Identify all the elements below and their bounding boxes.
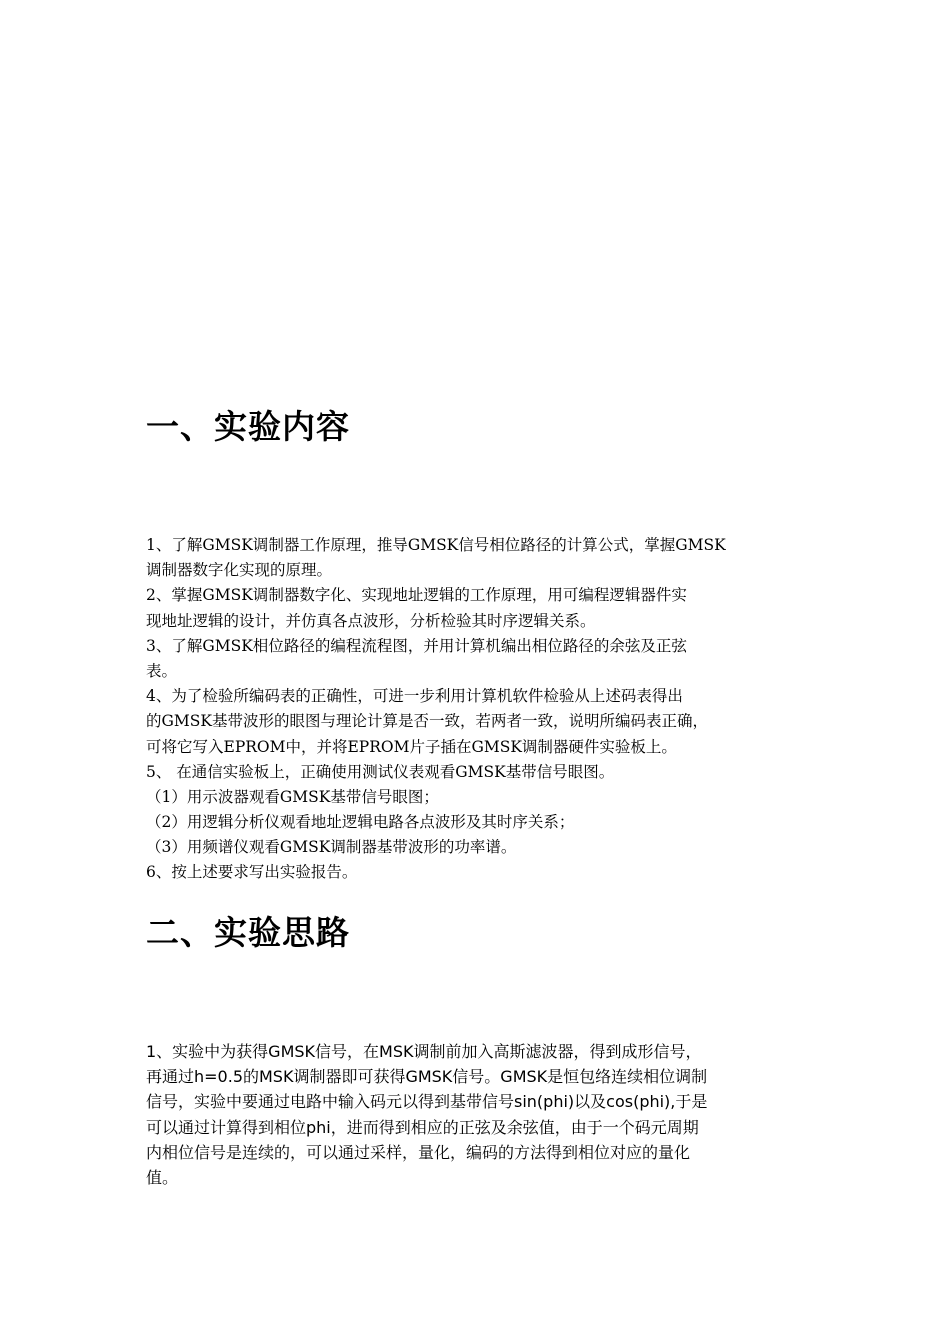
- body-line: 表。: [146, 661, 178, 680]
- body-line: 6、按上述要求写出实验报告。: [146, 863, 358, 882]
- body-line: 的GMSK基带波形的眼图与理论计算是否一致，若两者一致，说明所编码表正确，: [146, 712, 708, 731]
- body-line: 可以通过计算得到相位phi，进而得到相应的正弦及余弦值，由于一个码元周期: [146, 1117, 699, 1137]
- body-line: 内相位信号是连续的，可以通过采样，量化，编码的方法得到相位对应的量化: [146, 1142, 691, 1162]
- body-line: 2、掌握GMSK调制器数字化、实现地址逻辑的工作原理，用可编程逻辑器件实: [146, 586, 687, 605]
- body-line: 调制器数字化实现的原理。: [146, 561, 333, 580]
- body-line: 值。: [146, 1167, 179, 1187]
- body-line: 现地址逻辑的设计，并仿真各点波形，分析检验其时序逻辑关系。: [146, 611, 596, 630]
- body-line: 1、了解GMSK调制器工作原理，推导GMSK信号相位路径的计算公式，掌握GMSK: [146, 536, 726, 554]
- body-line: 信号，实验中要通过电路中输入码元以得到基带信号sin(phi)以及cos(phi),于是: [146, 1092, 708, 1112]
- body-line: 1、实验中为获得GMSK信号，在MSK调制前加入高斯滤波器，得到成形信号，: [146, 1042, 702, 1061]
- body-line: 4、为了检验所编码表的正确性，可进一步利用计算机软件检验从上述码表得出: [146, 687, 683, 706]
- body-line: （3）用频谱仪观看GMSK调制器基带波形的功率谱。: [146, 838, 517, 857]
- experiment-approach-body: [146, 1039, 826, 1190]
- section-heading-experiment-content: 一、实验内容: [146, 407, 350, 446]
- body-line: 可将它写入EPROM中，并将EPROM片子插在GMSK调制器硬件实验板上。: [146, 737, 677, 756]
- body-line: 3、了解GMSK相位路径的编程流程图，并用计算机编出相位路径的余弦及正弦: [146, 636, 687, 655]
- body-line: （1）用示波器观看GMSK基带信号眼图；: [146, 787, 439, 806]
- experiment-content-body: [146, 533, 826, 886]
- body-line: 再通过h=0.5的MSK调制器即可获得GMSK信号。GMSK是恒包络连续相位调制: [146, 1067, 708, 1087]
- body-line: 5、 在通信实验板上，正确使用测试仪表观看GMSK基带信号眼图。: [146, 762, 615, 781]
- section-heading-experiment-approach: 二、实验思路: [146, 913, 350, 952]
- body-line: （2）用逻辑分析仪观看地址逻辑电路各点波形及其时序关系；: [146, 813, 575, 832]
